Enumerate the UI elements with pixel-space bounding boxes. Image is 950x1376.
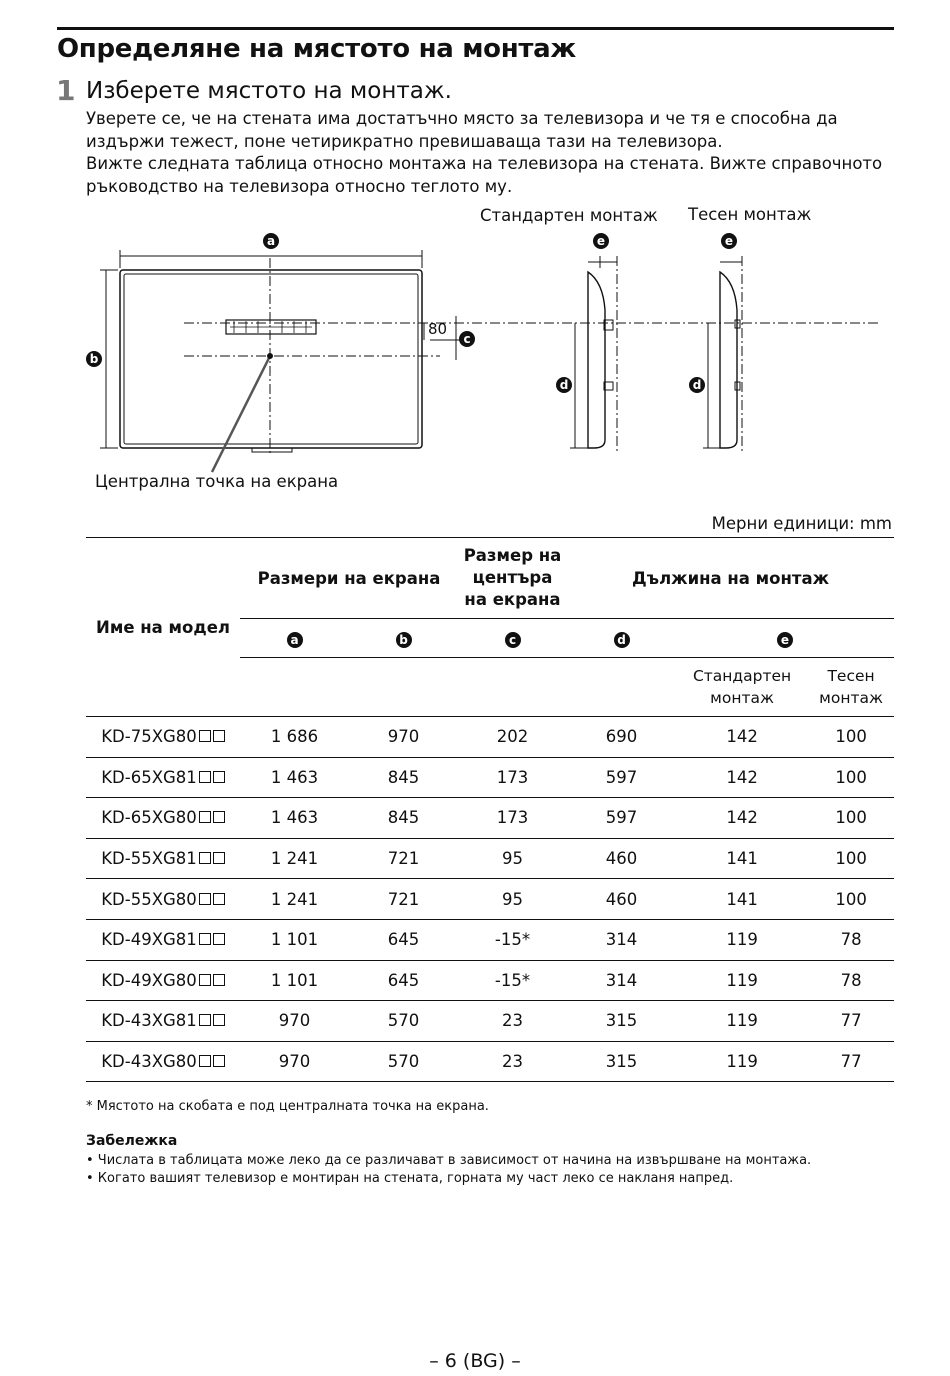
cell-a: 1 101 [240, 960, 349, 1001]
cell-c: -15* [458, 919, 567, 960]
table-row [86, 1041, 894, 1082]
col-marker-d: d [614, 632, 630, 648]
table-row [86, 757, 894, 798]
cell-c: 173 [458, 798, 567, 839]
cell-d: 314 [567, 919, 676, 960]
marker-d-standard: d [556, 377, 572, 393]
slim-subheader-l1: Тесен [827, 667, 875, 685]
standard-subheader-l2: монтаж [710, 689, 774, 707]
placeholder-square [213, 771, 225, 783]
mount-length-header: Дължина на монтаж [631, 568, 830, 588]
cell-b: 970 [349, 717, 458, 758]
cell-a: 1 241 [240, 838, 349, 879]
placeholder-square [213, 933, 225, 945]
cell-model: KD-55XG81 [86, 838, 240, 879]
standard-subheader-l1: Стандартен [692, 667, 792, 685]
cell-e-std: 142 [676, 717, 808, 758]
standard-mount-label: Стандартен монтаж [480, 206, 658, 225]
col-marker-b: b [396, 632, 412, 648]
cell-b: 845 [349, 757, 458, 798]
center-dot [268, 354, 273, 359]
standard-mount-subheader [676, 658, 808, 717]
note-heading: Забележка [86, 1133, 178, 1149]
cell-e-slim: 100 [808, 798, 894, 839]
units-label: Мерни единици: mm [711, 514, 892, 533]
cell-a: 1 241 [240, 879, 349, 920]
table-row [86, 798, 894, 839]
cell-e-slim: 100 [808, 838, 894, 879]
placeholder-square [213, 1055, 225, 1067]
cell-model: KD-75XG80 [86, 717, 240, 758]
step-title: Изберете мястото на монтаж. [86, 78, 452, 104]
screen-center-header-l2: центъра [472, 568, 553, 587]
paragraph-1-line-1: Уверете се, че на стената има достатъчно място за телевизора и че тя е способна да [86, 109, 838, 128]
cell-model: KD-49XG81 [86, 919, 240, 960]
placeholder-square [199, 852, 211, 864]
table-row [86, 879, 894, 920]
cell-e-slim: 77 [808, 1041, 894, 1082]
cell-a: 1 101 [240, 919, 349, 960]
cell-c: 202 [458, 717, 567, 758]
marker-d-slim: d [689, 377, 705, 393]
cell-e-std: 141 [676, 838, 808, 879]
placeholder-square [199, 1014, 211, 1026]
placeholder-square [199, 974, 211, 986]
screen-dims-header: Размери на екрана [257, 568, 441, 588]
marker-b: b [86, 351, 102, 367]
slim-mount-label: Тесен монтаж [688, 205, 812, 224]
offset-80-label: 80 [428, 320, 448, 338]
cell-e-std: 141 [676, 879, 808, 920]
table-row [86, 717, 894, 758]
cell-model: KD-65XG81 [86, 757, 240, 798]
tv-side-slim [720, 272, 737, 448]
col-marker-e: e [777, 632, 793, 648]
paragraph-1-line-2: издържи тежест, поне четирикратно превишаваща тази на телевизора. [86, 131, 723, 151]
cell-d: 315 [567, 1001, 676, 1042]
paragraph-2-line-2: ръководство на телевизора относно теглото му. [86, 176, 513, 196]
cell-b: 570 [349, 1001, 458, 1042]
marker-e-slim: e [721, 233, 737, 249]
col-marker-c: c [505, 632, 521, 648]
placeholder-square [213, 852, 225, 864]
cell-d: 314 [567, 960, 676, 1001]
cell-model: KD-55XG80 [86, 879, 240, 920]
cell-a: 970 [240, 1001, 349, 1042]
cell-d: 315 [567, 1041, 676, 1082]
cell-c: 95 [458, 879, 567, 920]
cell-b: 645 [349, 960, 458, 1001]
screen-center-header-l3: на екрана [464, 590, 561, 609]
paragraph-2-line-1: Вижте следната таблица относно монтажа на телевизора на стената. Вижте справочното [86, 154, 883, 173]
cell-a: 1 463 [240, 798, 349, 839]
placeholder-square [213, 1014, 225, 1026]
step-number: 1 [56, 74, 76, 107]
tv-front-outline [120, 270, 422, 448]
cell-b: 845 [349, 798, 458, 839]
cell-e-std: 119 [676, 1041, 808, 1082]
table-row [86, 838, 894, 879]
mounting-diagram [0, 0, 950, 520]
cell-d: 460 [567, 838, 676, 879]
cell-b: 645 [349, 919, 458, 960]
placeholder-square [213, 974, 225, 986]
cell-c: -15* [458, 960, 567, 1001]
cell-e-slim: 100 [808, 879, 894, 920]
cell-e-slim: 100 [808, 757, 894, 798]
page-number: – 6 (BG) – [429, 1350, 521, 1372]
cell-d: 597 [567, 757, 676, 798]
cell-e-std: 119 [676, 919, 808, 960]
placeholder-square [199, 933, 211, 945]
cell-b: 721 [349, 838, 458, 879]
model-name-header: Име на модел [96, 617, 230, 637]
note-item: • Числата в таблицата може леко да се различават в зависимост от начина на извършване на монтажа. [86, 1153, 812, 1168]
cell-model: KD-65XG80 [86, 798, 240, 839]
cell-model: KD-49XG80 [86, 960, 240, 1001]
cell-c: 173 [458, 757, 567, 798]
cell-b: 570 [349, 1041, 458, 1082]
slim-mount-subheader [808, 658, 894, 717]
section-title: Определяне на мястото на монтаж [57, 34, 576, 64]
table-row [86, 960, 894, 1001]
cell-a: 970 [240, 1041, 349, 1082]
placeholder-square [213, 730, 225, 742]
placeholder-square [213, 811, 225, 823]
marker-c: c [459, 331, 475, 347]
cell-e-slim: 100 [808, 717, 894, 758]
cell-b: 721 [349, 879, 458, 920]
tv-side-standard [588, 272, 605, 448]
screen-center-header [458, 538, 567, 619]
cell-e-slim: 78 [808, 919, 894, 960]
cell-a: 1 463 [240, 757, 349, 798]
placeholder-square [199, 771, 211, 783]
cell-c: 23 [458, 1001, 567, 1042]
cell-e-slim: 77 [808, 1001, 894, 1042]
cell-e-std: 142 [676, 798, 808, 839]
cell-d: 460 [567, 879, 676, 920]
mounting-spec-table [86, 537, 894, 1082]
cell-model: KD-43XG81 [86, 1001, 240, 1042]
placeholder-square [199, 893, 211, 905]
placeholder-square [199, 1055, 211, 1067]
cell-e-std: 142 [676, 757, 808, 798]
cell-d: 597 [567, 798, 676, 839]
cell-a: 1 686 [240, 717, 349, 758]
cell-c: 95 [458, 838, 567, 879]
cell-e-slim: 78 [808, 960, 894, 1001]
cell-e-std: 119 [676, 960, 808, 1001]
center-point-label: Централна точка на екрана [95, 472, 339, 491]
table-row [86, 1001, 894, 1042]
note-item: • Когато вашият телевизор е монтиран на стената, горната му част леко се накланя напред. [86, 1171, 734, 1186]
placeholder-square [213, 893, 225, 905]
note-list [86, 1152, 811, 1188]
placeholder-square [199, 730, 211, 742]
center-pointer [212, 356, 270, 472]
screen-center-header-l1: Размер на [463, 546, 562, 565]
footnote: * Мястото на скобата е под централната точка на екрана. [86, 1099, 489, 1114]
table-row [86, 919, 894, 960]
marker-a: a [263, 233, 279, 249]
cell-e-std: 119 [676, 1001, 808, 1042]
placeholder-square [199, 811, 211, 823]
cell-c: 23 [458, 1041, 567, 1082]
col-marker-a: a [287, 632, 303, 648]
cell-d: 690 [567, 717, 676, 758]
marker-e-standard: e [593, 233, 609, 249]
cell-model: KD-43XG80 [86, 1041, 240, 1082]
slim-subheader-l2: монтаж [819, 689, 883, 707]
tv-screen [124, 274, 418, 444]
